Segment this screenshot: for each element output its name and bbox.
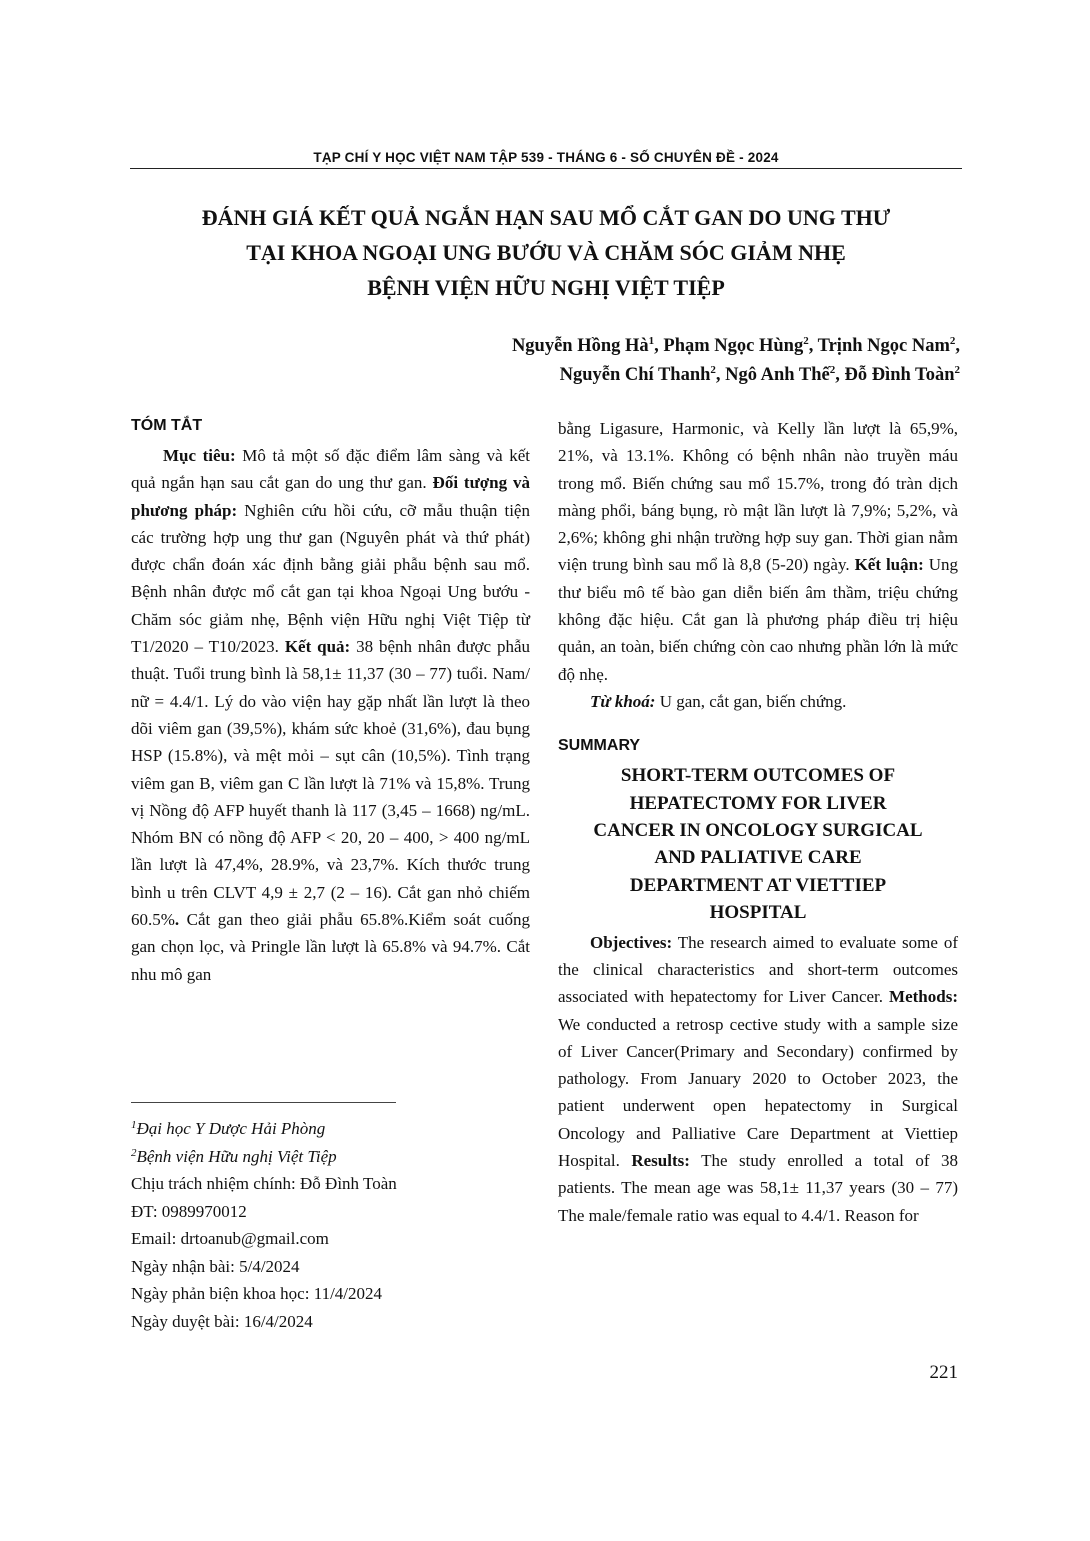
header-rule bbox=[130, 168, 962, 169]
results-text: 38 bệnh nhân được phẫu thuật. Tuổi trung bình là 58,1± 11,37 (30 – 77) tuổi. Nam/ nữ = 4.4/1. Lý do vào viện hay gặp nhất lần lượt là theo dõi viêm gan (39,5%), khám sức khoẻ (31,6%), đau bụng HSP (15.8%), và mệt mỏi – sụt cân (10,5%). Tình trạng viêm gan B, viêm gan C lần lượt là 71% và 15,8%. Trung vị Nồng độ AFP huyết thanh là 117 (3,45 – 1668) ng/mL. Nhóm BN có nồng độ AFP < 20, 20 – 400, > 400 ng/mL lần lượt là 47,4%, 28.9%, và 23,7%. Kích thước trung bình u trên CLVT 4,9 ± 2,7 (2 – 16). Cắt gan nhỏ chiếm 60.5% bbox=[131, 637, 530, 930]
title-line-3: BỆNH VIỆN HỮU NGHỊ VIỆT TIỆP bbox=[367, 275, 725, 300]
author-line-1: Nguyễn Hồng $Hà^1$, Phạm Ngọc Hùng$^2$, Trịnh Ngọc Nam$^2$, bbox=[511, 335, 960, 356]
results-text-en: The study enrolled a total of 38 patients. The mean age was 58,1± 11,37 years (30 – 77) The male/female ratio was equal to 4.4/1. Reason for bbox=[558, 1151, 958, 1225]
affiliation-mark: 2 bbox=[829, 364, 836, 376]
email-address: Email: drtoanub@gmail.com bbox=[131, 1229, 329, 1248]
title-line-2: TẠI KHOA NGOẠI UNG BƯỚU VÀ CHĂM SÓC GIẢM NHẸ bbox=[246, 240, 846, 265]
english-title-line: HOSPITAL bbox=[709, 902, 807, 924]
english-title-line: SHORT-TERM OUTCOMES OF bbox=[620, 765, 896, 787]
results-dot: . bbox=[174, 910, 180, 930]
affiliation-mark: 1 bbox=[648, 335, 655, 347]
affiliation-mark: 2 bbox=[954, 364, 960, 376]
english-title-line: AND PALIATIVE CARE bbox=[654, 847, 862, 869]
summary-heading: SUMMARY bbox=[558, 737, 641, 755]
keywords-text: U gan, cắt gan, biến chứng. bbox=[655, 691, 847, 711]
results-label: Kết quả: bbox=[284, 637, 351, 657]
summary-paragraph bbox=[558, 929, 958, 1229]
methods-text-en: We conducted a retrosp cective study with a sample size of Liver Cancer(Primary and Secondary) confirmed by pathology. From January 2020 to October 2023, the patient underwent open hepatectomy in Surgical Oncology and Palliative Care Department at Viettiep Hospital. bbox=[558, 1014, 958, 1171]
footnotes bbox=[131, 1115, 531, 1335]
results-text-cont: Cắt gan theo giải phẫu 65.8%.Kiểm soát cuống gan chọn lọc, và Pringle lần lượt là 65.8% và 94.7%. Cắt nhu mô gan bbox=[131, 910, 530, 984]
conclusion-label: Kết luận: bbox=[854, 555, 924, 575]
affiliation-mark: 2 bbox=[949, 335, 956, 347]
methods-label: Đối tượng và phương pháp: bbox=[131, 473, 531, 520]
affiliation-mark: 2 bbox=[803, 335, 809, 347]
abstract-paragraph bbox=[131, 442, 530, 988]
affiliation-mark: 2 bbox=[131, 1146, 137, 1159]
left-column bbox=[131, 415, 530, 988]
author-name: Đỗ Đình Toàn bbox=[844, 365, 955, 385]
objectives-text: The research aimed to evaluate some of the clinical characteristics and short-term outcomes associated with hepatectomy for Liver Cancer. bbox=[558, 932, 958, 1007]
objectives-label: Objectives: bbox=[590, 932, 673, 952]
keywords bbox=[558, 688, 958, 715]
author-name: Nguyễn Hồng Hà bbox=[511, 336, 649, 356]
abstract-heading: TÓM TẮT bbox=[131, 417, 203, 434]
affiliation-mark: 2 bbox=[710, 364, 716, 376]
author-name: Nguyễn Chí Thanh bbox=[559, 365, 711, 385]
corresponding-author: Chịu trách nhiệm chính: Đỗ Đình Toàn bbox=[131, 1174, 397, 1193]
footnote-rule bbox=[131, 1102, 396, 1103]
journal-header: TẠP CHÍ Y HỌC VIỆT NAM TẬP 539 - THÁNG 6 - SỐ CHUYÊN ĐỀ - 2024 bbox=[313, 150, 779, 165]
affiliation-2 bbox=[131, 1143, 531, 1171]
date-received: Ngày nhận bài: 5/4/2024 bbox=[131, 1256, 300, 1276]
author-list bbox=[512, 332, 960, 390]
author-line-2: Nguyễn Chí Thanh$^2$, Ngô Anh Thế$^2$, Đỗ Đình Toàn$^2$ bbox=[559, 364, 960, 385]
phone-number: ĐT: 0989970012 bbox=[131, 1201, 247, 1221]
methods-text: Nghiên cứu hồi cứu, cỡ mẫu thuận tiện các trường hợp ung thư gan (Nguyên phát và thứ phát) được chẩn đoán xác định bằng giải phẫu bệnh sau mổ. Bệnh nhân được mổ cắt gan tại khoa Ngoại Ung bướu - Chăm sóc giảm nhẹ, Bệnh viện Hữu nghị Việt Tiệp từ T1/2020 – T10/2023. bbox=[131, 500, 530, 657]
page-number: 221 bbox=[929, 1362, 958, 1383]
english-title-line: HEPATECTOMY FOR LIVER bbox=[629, 792, 887, 814]
affiliation-text: Bệnh viện Hữu nghị Việt Tiệp bbox=[136, 1146, 337, 1166]
abstract-paragraph-cont bbox=[558, 415, 958, 688]
author-name: Ngô Anh Thế bbox=[725, 365, 830, 385]
author-name: Trịnh Ngọc Nam bbox=[817, 336, 950, 356]
objective-label: Mục tiêu: bbox=[163, 446, 236, 465]
english-title-line: DEPARTMENT AT VIETTIEP bbox=[629, 874, 887, 896]
results-label-en: Results: bbox=[631, 1151, 690, 1171]
title-line-1: ĐÁNH GIÁ KẾT QUẢ NGẮN HẠN SAU MỔ CẮT GAN DO UNG THƯ bbox=[201, 205, 891, 230]
date-reviewed: Ngày phản biện khoa học: 11/4/2024 bbox=[131, 1284, 383, 1303]
objective-text: Mô tả một số đặc điểm lâm sàng và kết quả ngắn hạn sau cắt gan do ung thư gan. bbox=[131, 446, 531, 493]
keywords-label: Từ khoá: bbox=[590, 691, 656, 711]
methods-label-en: Methods: bbox=[889, 987, 958, 1007]
article-title bbox=[130, 200, 962, 305]
results-text-cont-2: bằng Ligasure, Harmonic, và Kelly lần lượt là 65,9%, 21%, và 13.1%. Không có bệnh nhân nào truyền máu trong mổ. Biến chứng sau mổ 15.7%, trong đó tràn dịch màng phổi, báng bụng, rò mật lần lượt là 7,9%; 5,2%, và 2,6%; không ghi nhận trường hợp suy gan. Thời gian nằm viện trung bình sau mổ là 8,8 (5-20) ngày. bbox=[558, 419, 958, 575]
author-name: Phạm Ngọc Hùng bbox=[663, 336, 804, 356]
right-column bbox=[558, 415, 958, 1229]
english-title-line: CANCER IN ONCOLOGY SURGICAL bbox=[593, 820, 923, 842]
affiliation-1 bbox=[131, 1115, 531, 1143]
affiliation-text: Đại học Y Dược Hải Phòng bbox=[136, 1119, 326, 1138]
affiliation-mark: 1 bbox=[131, 1119, 137, 1131]
date-accepted: Ngày duyệt bài: 16/4/2024 bbox=[131, 1311, 313, 1331]
english-title bbox=[558, 762, 958, 926]
conclusion-text: Ung thư biểu mô tế bào gan diễn biến âm thầm, triệu chứng không đặc hiệu. Cắt gan là phương pháp điều trị hiệu quản, an toàn, biến chứng còn cao nhưng phần lớn là mức độ nhẹ. bbox=[558, 555, 958, 684]
